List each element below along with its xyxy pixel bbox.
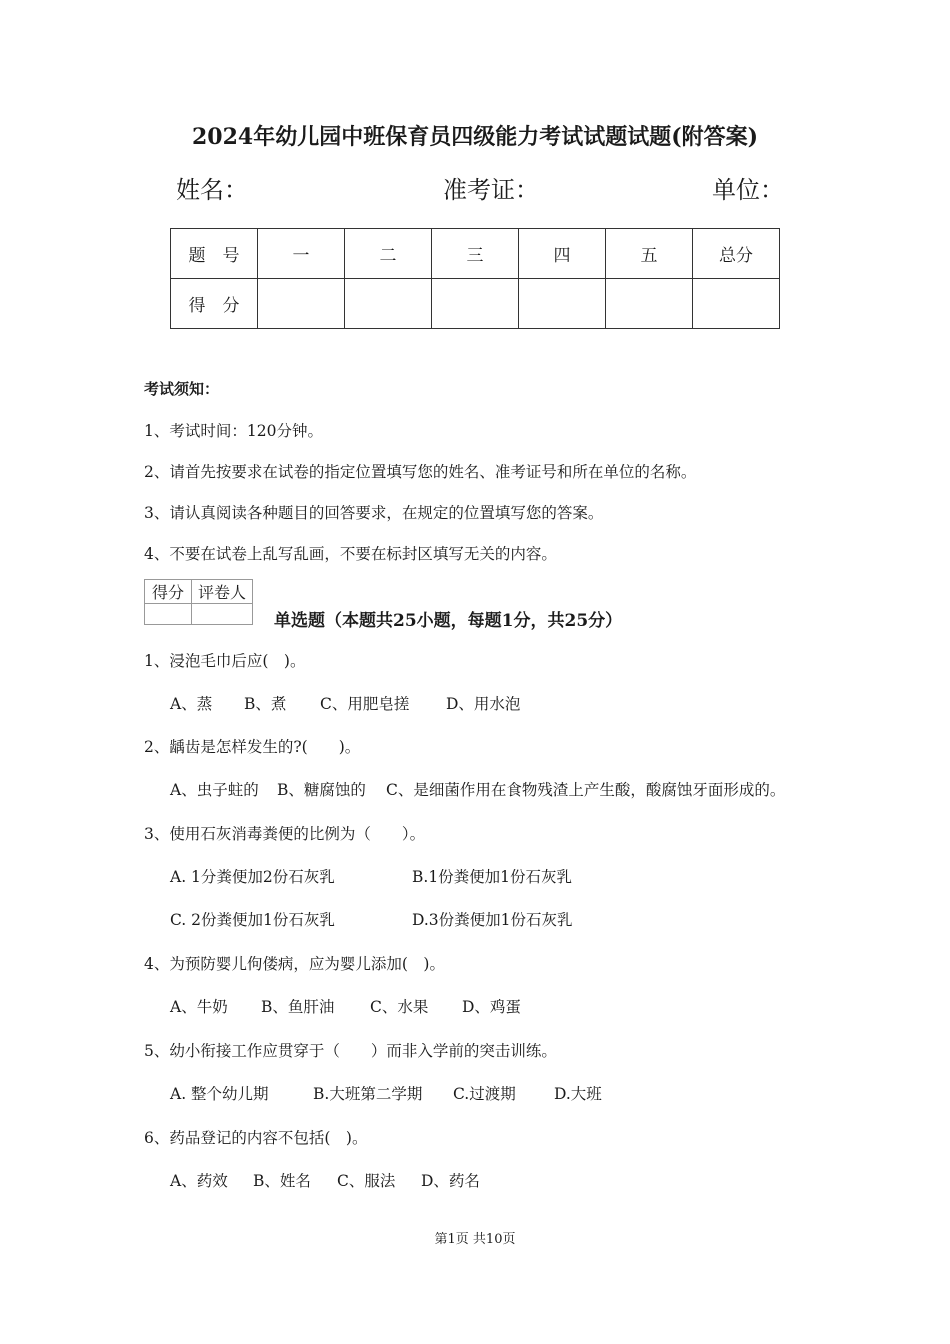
name-label: 姓名：: [176, 176, 248, 204]
question-stem: 2、龋齿是怎样发生的?( )。: [144, 738, 361, 756]
score-header-cell: 五: [606, 229, 693, 279]
grader-score-label: 得分: [145, 580, 192, 604]
notice-title: 考试须知：: [144, 380, 220, 398]
question-option: B.大班第二学期: [313, 1085, 423, 1103]
question-option: A、蒸: [170, 695, 213, 713]
score-blank-cell: [606, 279, 693, 329]
question-stem: 5、幼小衔接工作应贯穿于（ ）而非入学前的突击训练。: [144, 1042, 557, 1060]
grader-box: [144, 579, 253, 625]
question-option: C、服法: [337, 1172, 396, 1190]
grader-blank-cell: [145, 604, 192, 625]
question-option: B.1份粪便加1份石灰乳: [412, 868, 573, 886]
score-header-cell: 二: [345, 229, 432, 279]
question-option: B、姓名: [253, 1172, 311, 1190]
question-stem: 6、药品登记的内容不包括( )。: [144, 1129, 368, 1147]
page-footer: 第1页 共10页: [434, 1232, 516, 1247]
score-table: [170, 228, 780, 329]
notice-item: 1、考试时间：120分钟。: [144, 422, 323, 440]
score-header-cell: 四: [519, 229, 606, 279]
section-title: 单选题（本题共25小题，每题1分，共25分）: [274, 611, 623, 631]
question-option: A. 整个幼儿期: [170, 1085, 269, 1103]
grader-reviewer-label: 评卷人: [192, 580, 253, 604]
question-stem: 1、浸泡毛巾后应( )。: [144, 652, 306, 670]
question-option: D.3份粪便加1份石灰乳: [412, 911, 573, 929]
question-option: B、糖腐蚀的: [277, 781, 366, 799]
question-option: A、药效: [170, 1172, 228, 1190]
question-stem: 4、为预防婴儿佝偻病，应为婴儿添加( )。: [144, 955, 445, 973]
question-option: C、水果: [370, 998, 429, 1016]
question-option: A. 1分粪便加2份石灰乳: [170, 868, 335, 886]
question-stem: 3、使用石灰消毒粪便的比例为（ ）。: [144, 825, 426, 843]
question-option: D、药名: [421, 1172, 480, 1190]
score-blank-cell: [432, 279, 519, 329]
question-option: D.大班: [554, 1085, 602, 1103]
question-option: A、虫子蛀的: [170, 781, 259, 799]
score-table-header-row: [171, 229, 780, 279]
notice-item: 3、请认真阅读各种题目的回答要求，在规定的位置填写您的答案。: [144, 504, 604, 522]
exam-number-label: 准考证：: [443, 176, 539, 204]
grader-blank-cell: [192, 604, 253, 625]
score-header-cell: 题 号: [171, 229, 258, 279]
unit-label: 单位：: [712, 176, 784, 204]
question-option: C、用肥皂搓: [320, 695, 410, 713]
question-option: C、是细菌作用在食物残渣上产生酸，酸腐蚀牙面形成的。: [386, 781, 786, 799]
exam-title: 2024年幼儿园中班保育员四级能力考试试题试题(附答案): [191, 124, 759, 150]
question-option: D、用水泡: [446, 695, 521, 713]
score-blank-cell: [258, 279, 345, 329]
score-header-cell: 一: [258, 229, 345, 279]
question-option: B、鱼肝油: [261, 998, 335, 1016]
question-option: A、牛奶: [170, 998, 228, 1016]
question-option: C. 2份粪便加1份石灰乳: [170, 911, 335, 929]
question-option: B、煮: [244, 695, 287, 713]
score-row-label: 得 分: [171, 279, 258, 329]
notice-item: 4、不要在试卷上乱写乱画，不要在标封区填写无关的内容。: [144, 545, 557, 563]
score-blank-cell: [519, 279, 606, 329]
score-header-cell: 总分: [693, 229, 780, 279]
score-table-score-row: [171, 279, 780, 329]
notice-item: 2、请首先按要求在试卷的指定位置填写您的姓名、准考证号和所在单位的名称。: [144, 463, 697, 481]
question-option: C.过渡期: [453, 1085, 516, 1103]
score-blank-cell: [693, 279, 780, 329]
score-header-cell: 三: [432, 229, 519, 279]
question-option: D、鸡蛋: [462, 998, 521, 1016]
score-blank-cell: [345, 279, 432, 329]
